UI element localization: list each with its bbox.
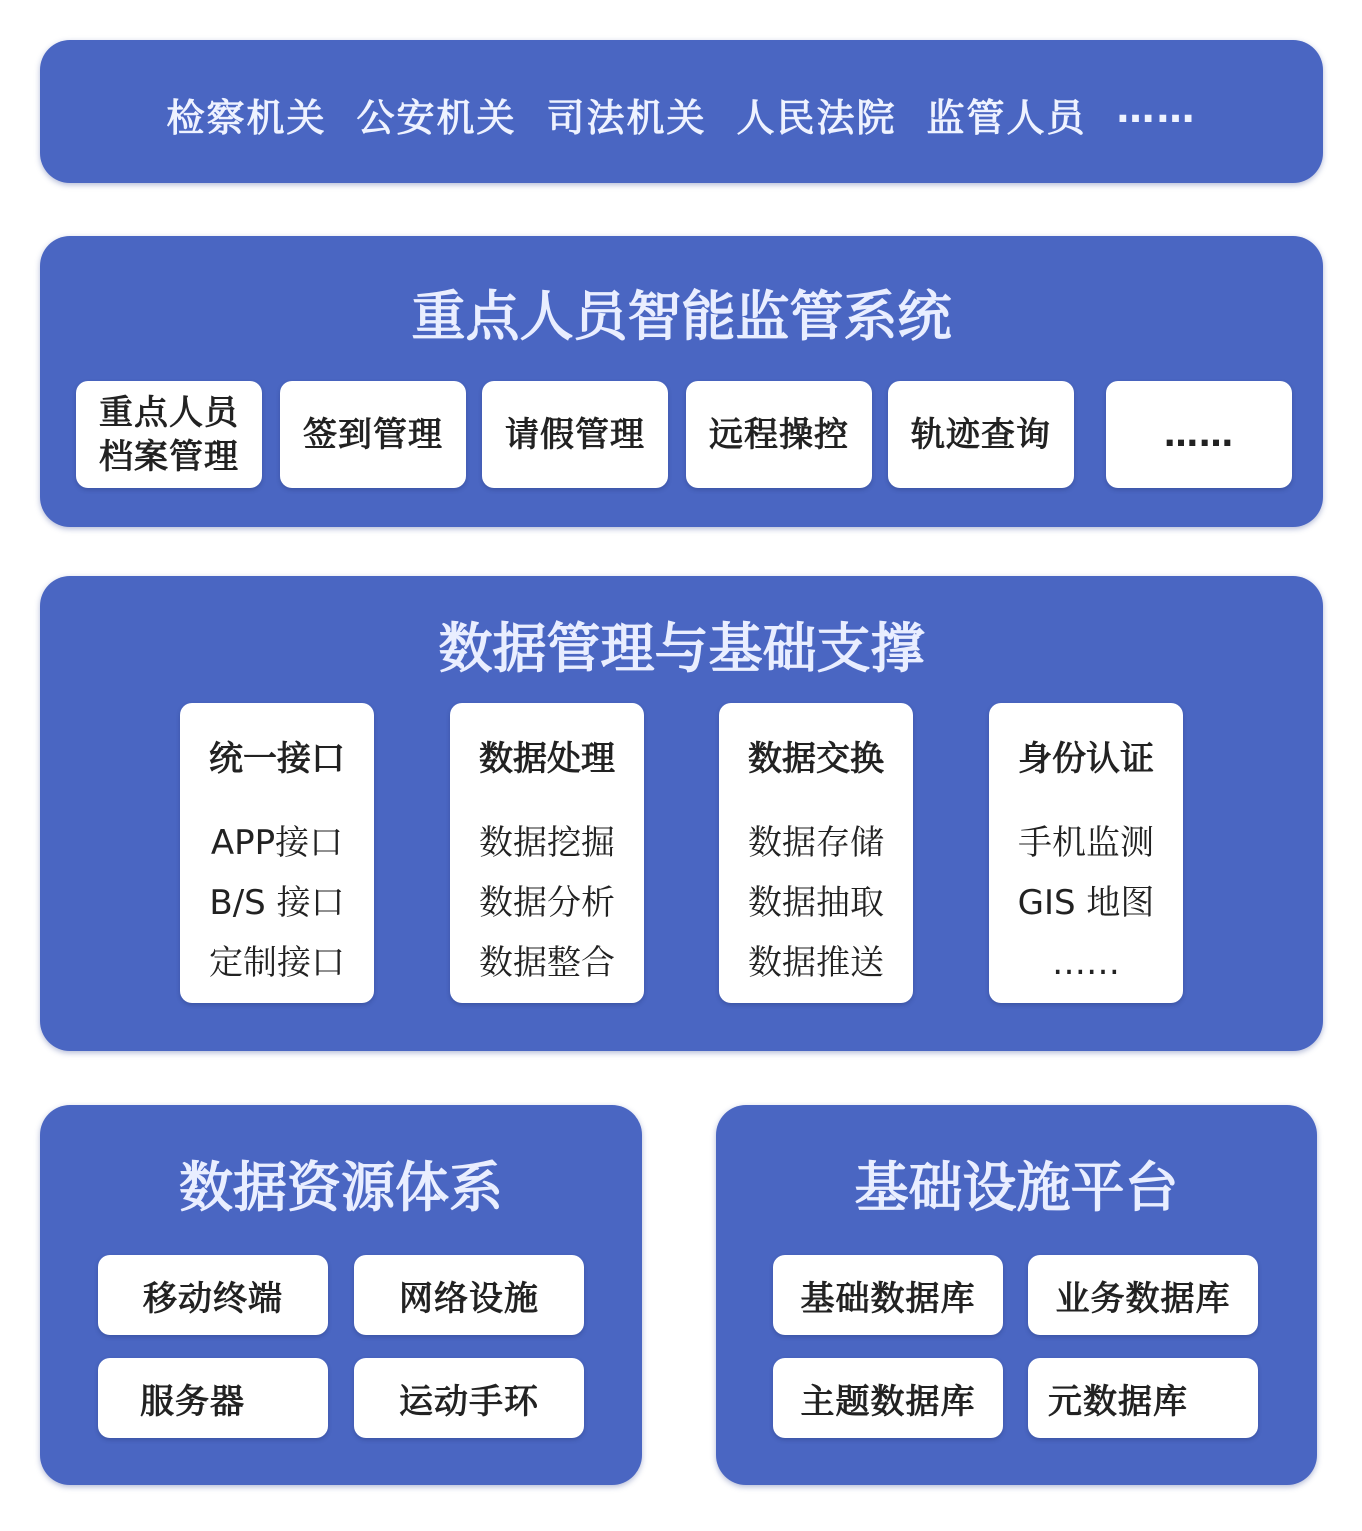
support-title: 数据管理与基础支撑 (438, 617, 925, 680)
list-item: GIS 地图 (1017, 883, 1155, 923)
column-items (450, 813, 644, 993)
infra-business-db: 业务数据库 (1028, 1255, 1258, 1335)
module-remote: 远程操控 (686, 381, 872, 488)
system-panel (40, 236, 1323, 527)
user-procuratorate: 检察机关 (166, 96, 327, 140)
users-panel (40, 40, 1323, 183)
list-item: 数据分析 (479, 883, 615, 923)
list-item: APP接口 (210, 823, 344, 863)
user-public-security: 公安机关 (356, 96, 517, 140)
list-item: …… (1052, 943, 1120, 983)
user-more: …… (1116, 87, 1197, 131)
column-interface (180, 703, 374, 1003)
resource-band: 运动手环 (354, 1358, 584, 1438)
resource-network: 网络设施 (354, 1255, 584, 1335)
list-item: 定制接口 (209, 943, 345, 983)
list-item: 数据存储 (748, 823, 884, 863)
infrastructure-title: 基础设施平台 (854, 1156, 1179, 1219)
column-items (180, 813, 374, 993)
resource-server: 服务器 (98, 1358, 328, 1438)
infra-meta-db: 元数据库 (1028, 1358, 1258, 1438)
users-row (40, 87, 1323, 142)
system-title: 重点人员智能监管系统 (411, 285, 952, 348)
column-processing (450, 703, 644, 1003)
column-title: 数据处理 (479, 739, 615, 779)
infra-base-db: 基础数据库 (773, 1255, 1003, 1335)
module-archive: 重点人员档案管理 (76, 381, 262, 488)
user-court: 人民法院 (736, 96, 897, 140)
list-item: 数据推送 (748, 943, 884, 983)
column-title: 数据交换 (748, 739, 884, 779)
resources-title: 数据资源体系 (179, 1156, 503, 1219)
list-item: B/S 接口 (209, 883, 345, 923)
column-items (719, 813, 913, 993)
infrastructure-panel (716, 1105, 1317, 1485)
user-judicial: 司法机关 (546, 96, 707, 140)
column-items (989, 813, 1183, 993)
user-supervisor: 监管人员 (926, 96, 1087, 140)
list-item: 数据整合 (479, 943, 615, 983)
resources-panel (40, 1105, 642, 1485)
module-more: …… (1106, 381, 1292, 488)
resource-mobile: 移动终端 (98, 1255, 328, 1335)
column-title: 身份认证 (1018, 739, 1154, 779)
list-item: 数据挖掘 (479, 823, 615, 863)
list-item: 数据抽取 (748, 883, 884, 923)
support-panel (40, 576, 1323, 1051)
column-exchange (719, 703, 913, 1003)
module-checkin: 签到管理 (280, 381, 466, 488)
module-leave: 请假管理 (482, 381, 668, 488)
infra-topic-db: 主题数据库 (773, 1358, 1003, 1438)
list-item: 手机监测 (1018, 823, 1154, 863)
module-track: 轨迹查询 (888, 381, 1074, 488)
column-auth (989, 703, 1183, 1003)
column-title: 统一接口 (209, 739, 345, 779)
